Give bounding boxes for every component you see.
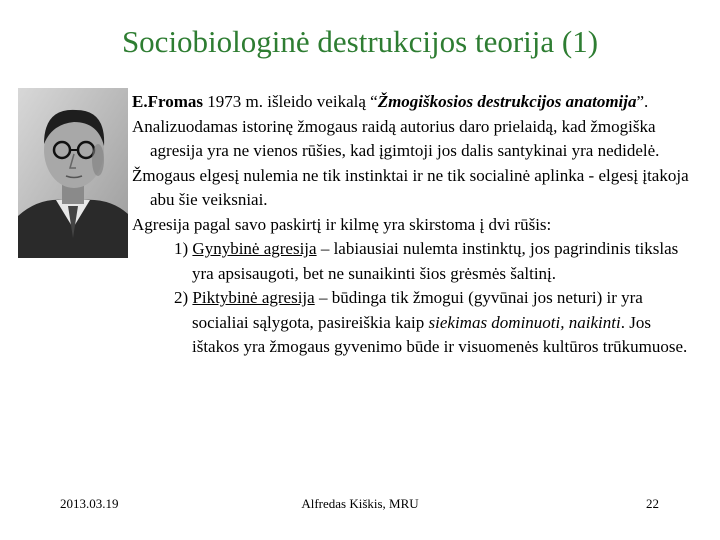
term-malignant: Piktybinė agresija (192, 288, 315, 307)
footer-date: 2013.03.19 (60, 496, 119, 511)
paragraph-analysis: Analizuodamas istorinę žmogaus raidą autorius daro prielaidą, kad žmogiška agresija yra ne vienos rūšies, kad įgimtoji jos dalis santykinai yra nedidelė. (132, 116, 660, 160)
book-title: Žmogiškosios destrukcijos anatomija (377, 92, 637, 111)
footer-page-number: 22 (646, 496, 659, 511)
paragraph-behavior: Žmogaus elgesį nulemia ne tik instinktai ir ne tik socialinė aplinka - elgesį įtakoja abu šie veiksniai. (132, 165, 689, 209)
footer-author: Alfredas Kiškis, MRU (301, 496, 419, 511)
paragraph-types-intro: Agresija pagal savo paskirtį ir kilmę yra skirstoma į dvi rūšis: (132, 214, 552, 234)
term-defensive: Gynybinė agresija (192, 239, 317, 258)
slide-title: Sociobiologinė destrukcijos teorija (1) (121, 24, 599, 59)
emphasis-dominate: siekimas dominuoti, naikinti (428, 312, 621, 332)
list-item-malignant: 2) Piktybinė agresija – būdinga tik žmogui (gyvūnai jos neturi) ir yra socialiai sąlygota, pasireiškia kaip siekimas dominuoti, naikinti. Jos ištakos yra žmogaus gyvenimo būde ir visuomenės kultūros trūkumuose. (174, 288, 688, 356)
paragraph-author: E.Fromas 1973 m. išleido veikalą “Žmogiškosios destrukcijos anatomija”. (132, 92, 649, 111)
slide-body (132, 90, 692, 360)
list-item-defensive: 1) Gynybinė agresija – labiausiai nulemta instinktų, jos pagrindinis tikslas yra apsisaugoti, bet ne sunaikinti šios grėsmės šaltinį. (174, 239, 679, 283)
author-portrait (18, 88, 128, 258)
author-name: E.Fromas (132, 92, 203, 111)
